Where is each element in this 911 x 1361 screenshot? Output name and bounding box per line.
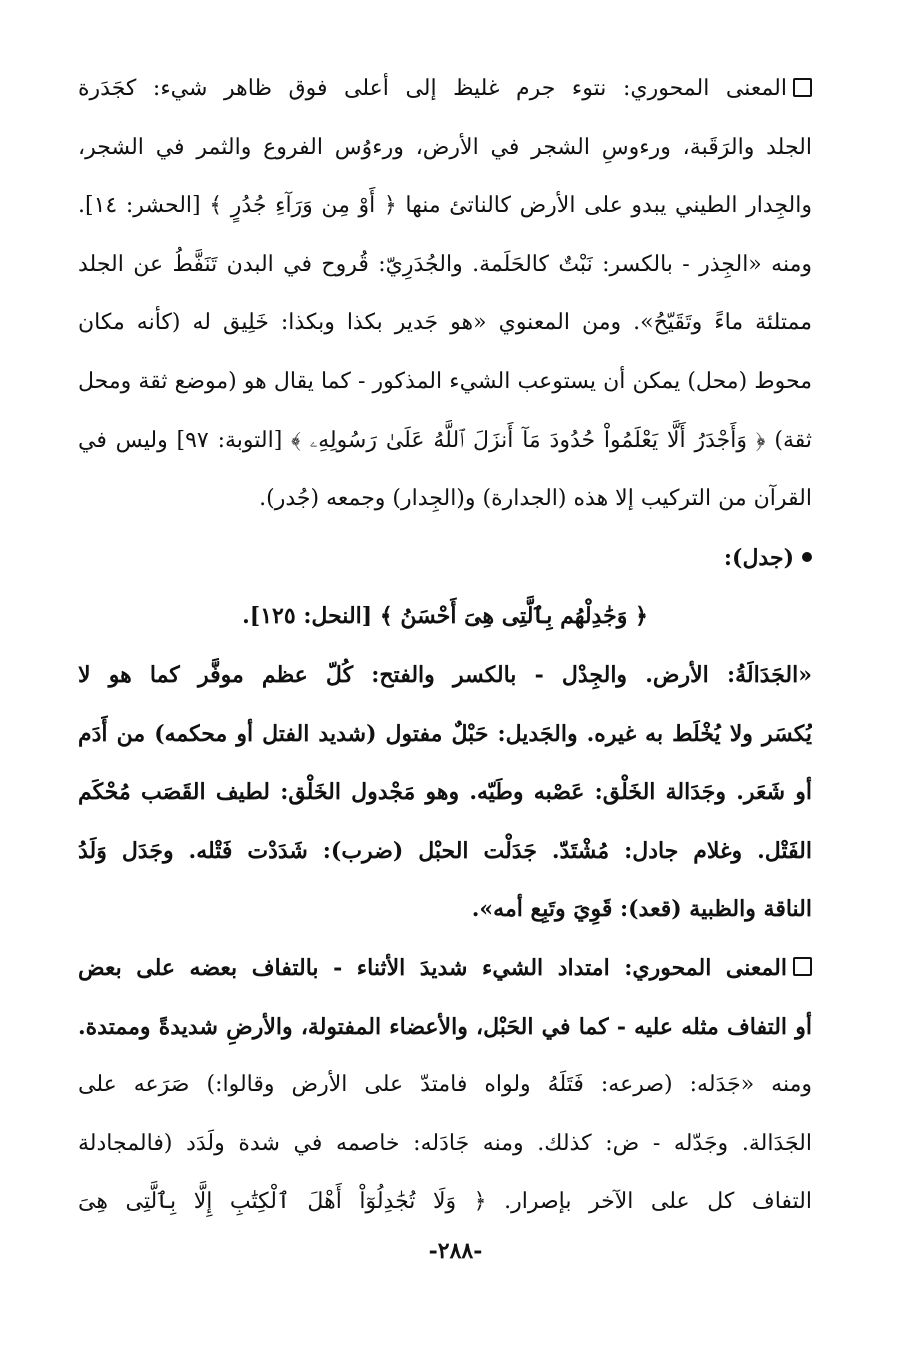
text-line: «الجَدَالَةُ: الأرض. والجِدْل - بالكسر والفتح: كُلّ عظم موفَّر كما هو لا <box>78 661 812 688</box>
quran-verse: ﴿ وَجَٰدِلْهُم بِٱلَّتِى هِىَ أَحْسَنُ ﴾ [النحل: ١٢٥]. <box>242 603 648 630</box>
text-line: ممتلئة ماءً وتَقَيّحُ». ومن المعنوي «هو جَدير بكذا وبكذا: خَلِيق له (كأنه مكان <box>78 310 812 336</box>
text-line: التفاف كل على الآخر بإصرار. ﴿ وَلَا تُجَٰدِلُوٓاْ أَهْلَ ٱلْكِتَٰبِ إِلَّا بِٱلَّتِى هِىَ <box>78 1189 812 1215</box>
text-line: الفَتْل. وغلام جادل: مُشْتَدّ. جَدَلْت الحبْل (ضرب): شَدَدْت فَتْله. وجَدَل وَلَدُ <box>78 837 812 864</box>
text-line: المعنى المحوري: امتداد الشيء شديدَ الأثناء - بالتفاف بعضه على بعض <box>78 939 812 998</box>
text-line: ومنه «جَدَله: (صرعه: فَتَلَهُ ولواه فامتدّ على الأرض وقالوا:) صَرَعه على <box>78 1072 812 1098</box>
text-line: الجَدَالة. وجَدّله - ض: كذلك. ومنه جَادَله: خاصمه في شدة ولَدَد (فالمجادلة <box>78 1130 812 1156</box>
square-bullet-icon <box>793 78 812 97</box>
text-line: الناقة والظبية (قعد): قَوِيَ وتَبِع أمه». <box>471 896 812 923</box>
text-line: محوط (محل) يمكن أن يستوعب الشيء المذكور - كما يقال هو (موضع ثقة ومحل <box>78 368 812 394</box>
text-line: والجِدار الطيني يبدو على الأرض كالناتئ منها ﴿ أَوْ مِن وَرَآءِ جُدُرٍ ﴾ [الحشر: ١٤]. <box>78 193 812 219</box>
section-heading: (جدل): <box>78 529 812 588</box>
text-line: أو التفاف مثله عليه - كما في الحَبْل، والأعضاء المفتولة، والأرضِ شديدةً وممتدة. <box>78 1013 812 1040</box>
text-line: القرآن من التركيب إلا هذه (الجدارة) و(الجِدار) وجمعه (جُدر). <box>259 486 812 512</box>
text-line: ومنه «الجِذر - بالكسر: نَبْتٌ كالحَلَمة. والجُدَرِيّ: قُروح في البدن تَنَفَّطُ عن الجلد <box>78 251 812 277</box>
page-body <box>78 60 812 1232</box>
text-line: ثقة) ﴿ وَأَجْدَرُ أَلَّا يَعْلَمُواْ حُدُودَ مَآ أَنزَلَ ٱللَّهُ عَلَىٰ رَسُولِهِۦ ﴾ [التوبة: ٩٧] وليس في <box>78 427 812 453</box>
text-line: يُكسَر ولا يُخْلَط به غيره. والجَديل: حَبْلٌ مفتول (شديد الفتل أو محكمه) من أَدَم <box>78 720 812 747</box>
bullet-dot-icon <box>802 552 812 562</box>
text-line: المعنى المحوري: نتوء جرم غليظ إلى أعلى فوق ظاهر شيء: كجَدَرة <box>78 60 812 119</box>
page-number: -٢٨٨- <box>428 1238 483 1264</box>
text-line: الجلد والرَقَبة، ورءوسِ الشجر في الأرض، ورءوُس الفروع والثمر في الشجر، <box>78 134 812 160</box>
text-line: أو شَعَر. وجَدَالة الخَلْق: عَصْبه وطَيّه. وهو مَجْدول الخَلْق: لطيف القَصَب مُحْكَم <box>78 779 812 806</box>
square-bullet-icon <box>793 957 812 976</box>
